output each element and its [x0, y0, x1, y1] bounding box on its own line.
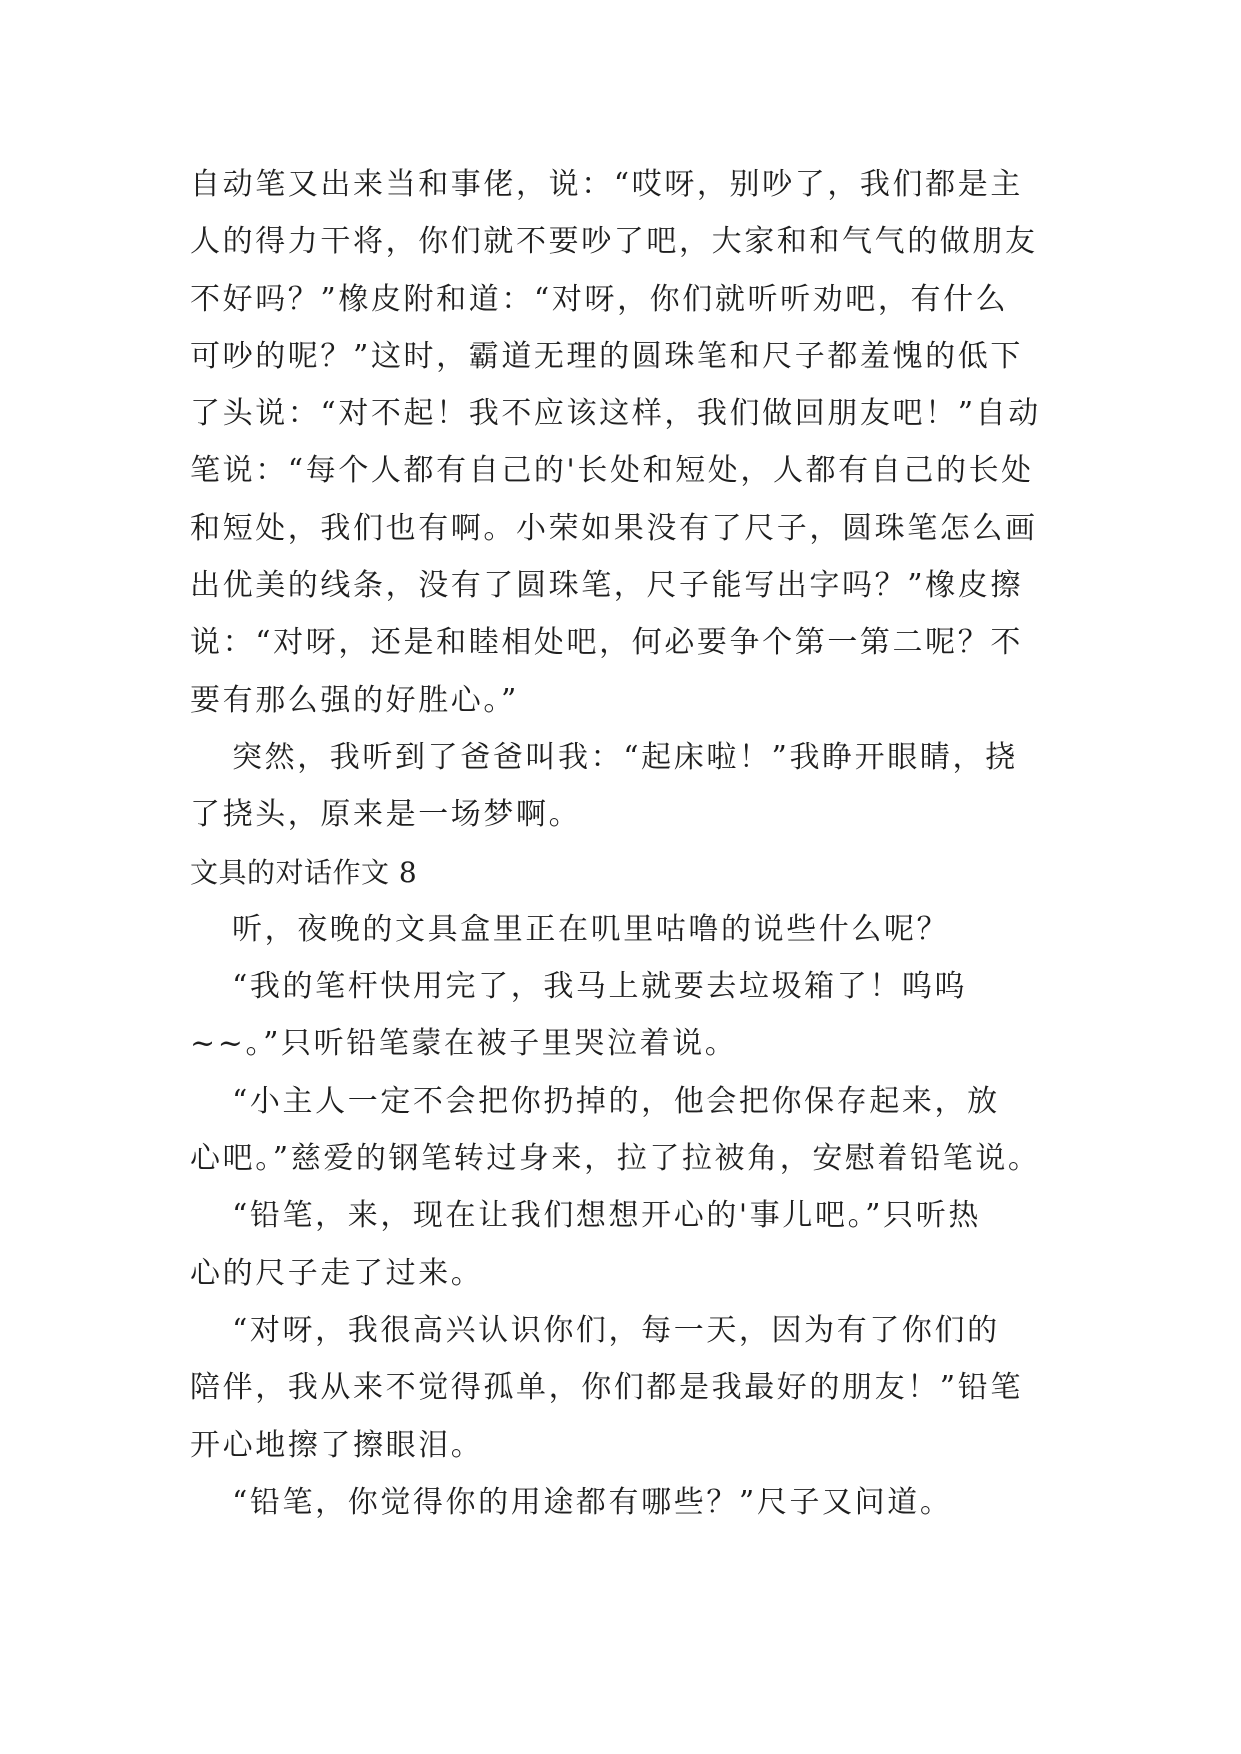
- paragraph: [190, 1187, 1090, 1302]
- text-line: 要有那么强的好胜心。”: [190, 682, 519, 718]
- text-line: 笔说：“每个人都有自己的'长处和短处，人都有自己的长处: [190, 453, 1034, 489]
- text-line: 突然，我听到了爸爸叫我：“起床啦！”我睁开眼睛，挠: [232, 739, 1018, 775]
- text-line: 开心地擦了擦眼泪。: [190, 1427, 484, 1463]
- text-line: 心吧。”慈爱的钢笔转过身来，拉了拉被角，安慰着铅笔说。: [190, 1141, 1041, 1177]
- text-line: ~~。”只听铅笔蒙在被子里哭泣着说。: [190, 1026, 738, 1062]
- text-line: 心的尺子走了过来。: [190, 1255, 484, 1291]
- paragraph: [190, 1073, 1090, 1188]
- paragraph: [190, 1474, 1090, 1531]
- text-line: 陪伴，我从来不觉得孤单，你们都是我最好的朋友！”铅笔: [190, 1370, 1023, 1406]
- paragraph: [190, 958, 1090, 1073]
- text-line: 不好吗？”橡皮附和道：“对呀，你们就听听劝吧，有什么: [190, 281, 1009, 317]
- text-line: 出优美的线条，没有了圆珠笔，尺子能写出字吗？”橡皮擦: [190, 568, 1023, 604]
- paragraph: [190, 1302, 1090, 1474]
- text-line: 自动笔又出来当和事佬，说：“哎呀，别吵了，我们都是主: [190, 167, 1023, 202]
- text-line: 听，夜晚的文具盒里正在叽里咕噜的说些什么呢？: [232, 911, 950, 947]
- text-line: 了挠头，原来是一场梦啊。: [190, 797, 582, 833]
- continued-paragraph: [190, 156, 1090, 729]
- text-line: “铅笔，你觉得你的用途都有哪些？”尺子又问道。: [232, 1484, 953, 1520]
- essay-heading: 文具的对话作文 8: [190, 855, 418, 889]
- document-page: [190, 156, 1090, 1531]
- text-line: 可吵的呢？”这时，霸道无理的圆珠笔和尺子都羞愧的低下: [190, 338, 1023, 374]
- text-line: “铅笔，来，现在让我们想想开心的'事儿吧。”只听热: [232, 1198, 981, 1234]
- text-line: “我的笔杆快用完了，我马上就要去垃圾箱了！呜呜: [232, 969, 968, 1005]
- text-line: “小主人一定不会把你扔掉的，他会把你保存起来，放: [232, 1083, 1000, 1119]
- text-line: 了头说：“对不起！我不应该这样，我们做回朋友吧！”自动: [190, 396, 1041, 432]
- paragraph: [190, 729, 1090, 844]
- paragraph: [190, 901, 1090, 958]
- text-line: 人的得力干将，你们就不要吵了吧，大家和和气气的做朋友: [190, 224, 1038, 260]
- text-line: “对呀，我很高兴认识你们，每一天，因为有了你们的: [232, 1312, 1000, 1348]
- text-line: 和短处，我们也有啊。小荣如果没有了尺子，圆珠笔怎么画: [190, 510, 1038, 546]
- text-line: 说：“对呀，还是和睦相处吧，何必要争个第一第二呢？不: [190, 625, 1023, 661]
